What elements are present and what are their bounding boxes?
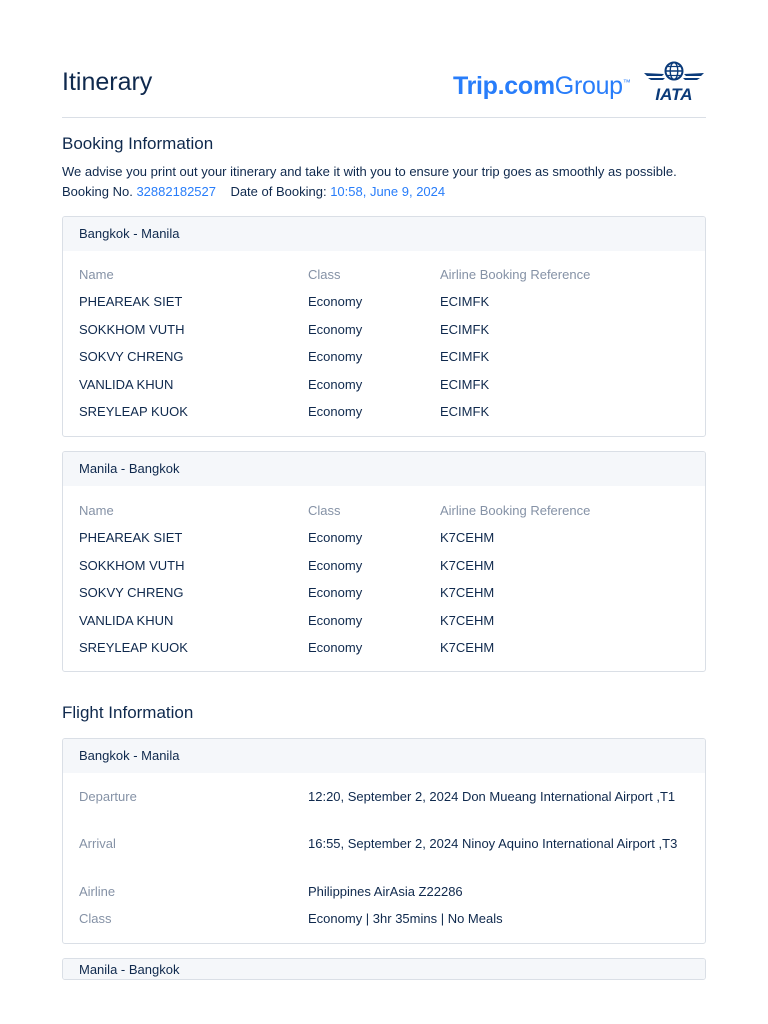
passenger-class: Economy xyxy=(308,294,363,310)
flight-segment-card xyxy=(62,738,706,944)
table-row xyxy=(63,634,705,661)
passenger-name: SREYLEAP KUOK xyxy=(79,639,188,655)
booking-information-heading: Booking Information xyxy=(62,134,214,153)
booking-segment-card xyxy=(62,451,706,672)
passenger-name: SOKKHOM VUTH xyxy=(79,321,185,337)
booking-reference: K7CEHM xyxy=(440,530,495,546)
date-of-booking-value[interactable]: 10:58, June 9, 2024 xyxy=(330,184,446,199)
booking-reference: K7CEHM xyxy=(440,557,495,573)
airline-value: Philippines AirAsia Z22286 xyxy=(308,884,463,899)
booking-segment-card xyxy=(62,216,706,437)
class-value: Economy | 3hr 35mins | No Meals xyxy=(308,911,503,926)
table-header-row xyxy=(63,261,705,288)
table-row xyxy=(63,316,705,343)
segment-route: Bangkok - Manila xyxy=(63,739,705,773)
passenger-name: SOKVY CHRENG xyxy=(79,585,184,601)
table-row xyxy=(63,607,705,634)
passenger-class: Economy xyxy=(308,639,363,655)
column-header-reference: Airline Booking Reference xyxy=(440,267,591,282)
booking-reference: ECIMFK xyxy=(440,294,490,310)
passenger-class: Economy xyxy=(308,557,363,573)
passenger-class: Economy xyxy=(308,376,363,392)
logo-trip-text: Trip.com xyxy=(453,72,555,100)
table-row xyxy=(63,579,705,606)
passenger-class: Economy xyxy=(308,321,363,337)
passenger-name: VANLIDA KHUN xyxy=(79,612,174,628)
passenger-class: Economy xyxy=(308,530,363,546)
passenger-class: Economy xyxy=(308,585,363,601)
segment-route: Manila - Bangkok xyxy=(63,959,705,979)
arrival-value: 16:55, September 2, 2024 Ninoy Aquino International Airport ,T3 xyxy=(308,836,678,851)
passenger-name: PHEAREAK SIET xyxy=(79,294,183,310)
table-row xyxy=(63,398,705,425)
booking-no-label: Booking No. xyxy=(62,184,133,199)
table-row xyxy=(63,524,705,551)
trip-com-group-logo xyxy=(453,72,630,101)
booking-reference: ECIMFK xyxy=(440,349,490,365)
class-label: Class xyxy=(79,911,112,926)
departure-value: 12:20, September 2, 2024 Don Mueang International Airport ,T1 xyxy=(308,789,676,804)
iata-logo-text: IATA xyxy=(655,85,693,102)
flight-information-heading: Flight Information xyxy=(62,703,194,722)
page-header xyxy=(62,56,706,118)
booking-reference: ECIMFK xyxy=(440,403,490,419)
column-header-name: Name xyxy=(79,267,114,282)
table-row xyxy=(63,552,705,579)
booking-reference: K7CEHM xyxy=(440,585,495,601)
logo-tm-text: ™ xyxy=(622,78,631,87)
passenger-name: SOKVY CHRENG xyxy=(79,349,184,365)
arrival-label: Arrival xyxy=(79,836,116,851)
booking-reference: K7CEHM xyxy=(440,612,495,628)
segment-route: Bangkok - Manila xyxy=(63,217,705,251)
passenger-class: Economy xyxy=(308,403,363,419)
table-row xyxy=(63,343,705,370)
passenger-name: PHEAREAK SIET xyxy=(79,530,183,546)
booking-reference: K7CEHM xyxy=(440,639,495,655)
booking-advice-text: We advise you print out your itinerary and take it with you to ensure your trip goes as smoothly as possible. xyxy=(62,164,677,179)
page-title: Itinerary xyxy=(62,68,153,96)
passenger-class: Economy xyxy=(308,612,363,628)
flight-segment-card xyxy=(62,958,706,980)
airline-label: Airline xyxy=(79,884,116,899)
column-header-class: Class xyxy=(308,267,341,282)
column-header-name: Name xyxy=(79,503,114,518)
passenger-class: Economy xyxy=(308,349,363,365)
booking-meta xyxy=(62,184,445,199)
passenger-name: SREYLEAP KUOK xyxy=(79,403,188,419)
booking-reference: ECIMFK xyxy=(440,321,490,337)
table-header-row xyxy=(63,497,705,524)
booking-reference: ECIMFK xyxy=(440,376,490,392)
iata-logo-icon xyxy=(642,60,706,102)
passenger-name: SOKKHOM VUTH xyxy=(79,557,185,573)
table-row xyxy=(63,371,705,398)
segment-route: Manila - Bangkok xyxy=(63,452,705,486)
column-header-class: Class xyxy=(308,503,341,518)
date-of-booking-label: Date of Booking: xyxy=(230,184,327,199)
booking-no-value[interactable]: 32882182527 xyxy=(136,184,216,199)
table-row xyxy=(63,288,705,315)
departure-label: Departure xyxy=(79,789,137,804)
column-header-reference: Airline Booking Reference xyxy=(440,503,591,518)
logo-group-text: Group xyxy=(554,72,623,100)
passenger-name: VANLIDA KHUN xyxy=(79,376,174,392)
